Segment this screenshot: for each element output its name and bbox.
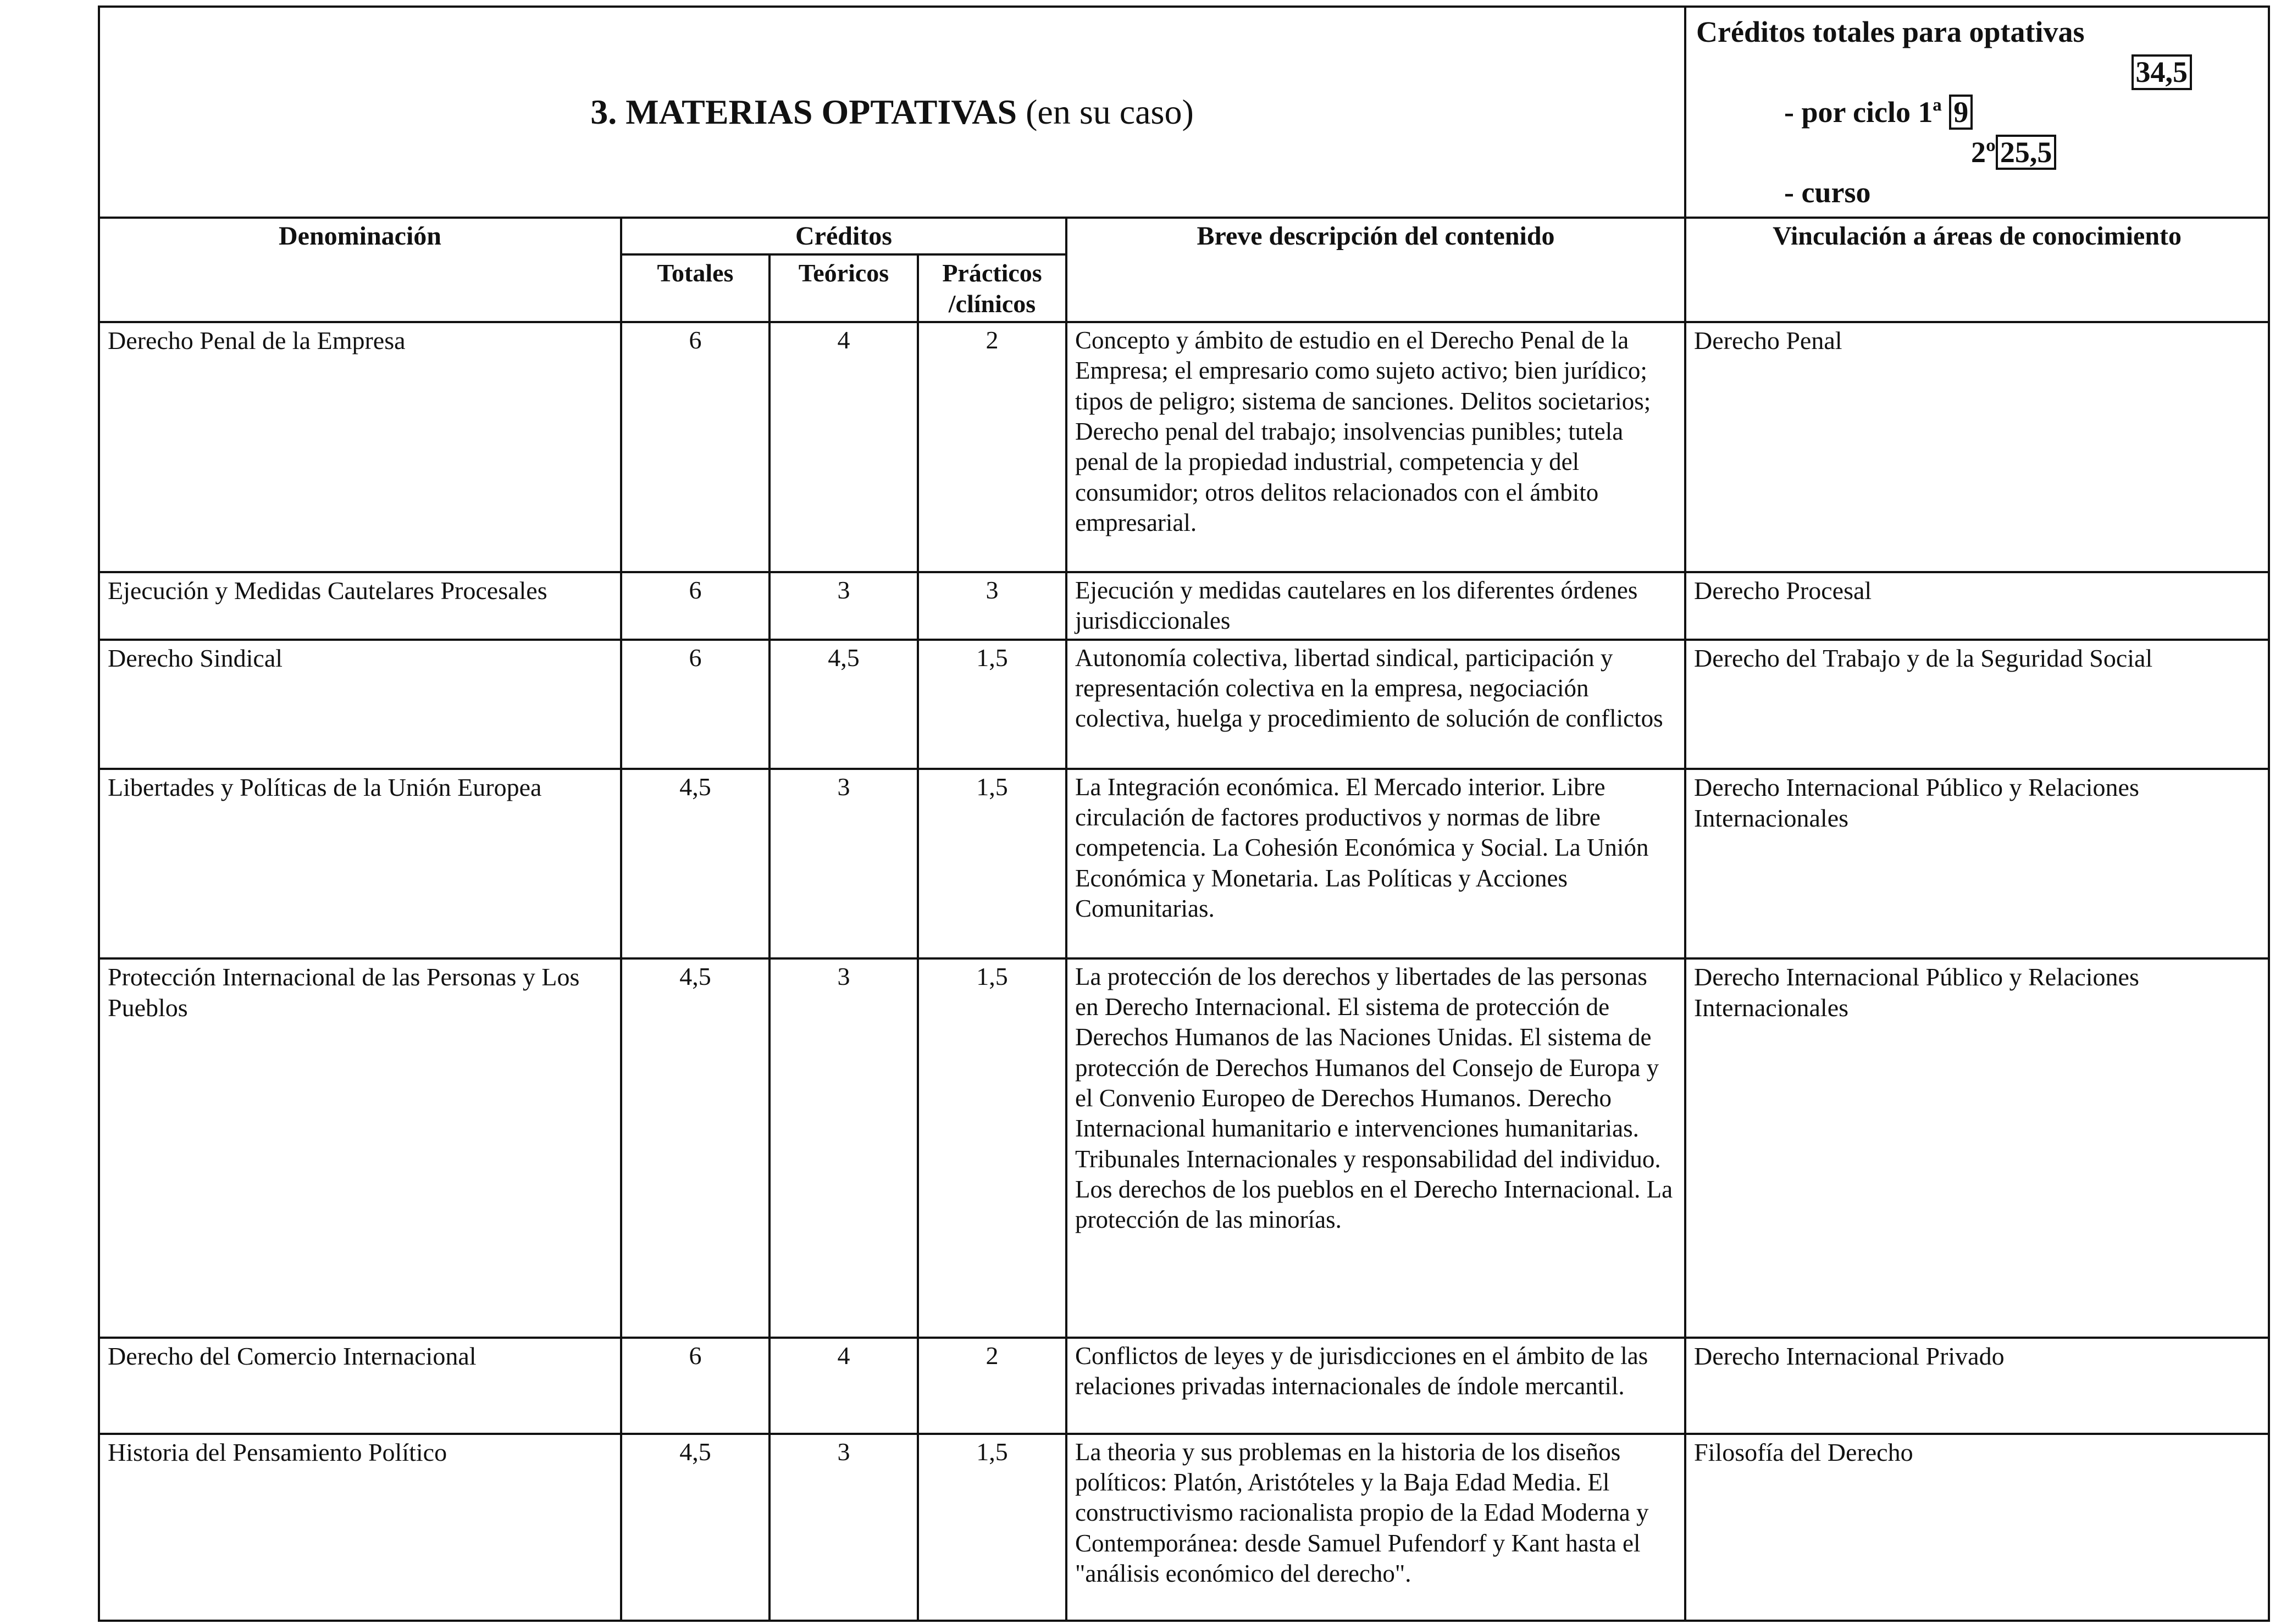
table-row	[99, 640, 2269, 769]
subject-name: Historia del Pensamiento Político	[99, 1434, 621, 1621]
credits-teoricos: 4	[769, 1338, 918, 1434]
col-totales: Totales	[621, 254, 769, 322]
credits-summary	[1685, 7, 2269, 218]
credits-teoricos: 4,5	[769, 640, 918, 769]
knowledge-area: Derecho Procesal	[1685, 572, 2269, 640]
table-body	[99, 322, 2269, 1621]
col-vinculacion: Vinculación a áreas de conocimiento	[1685, 218, 2269, 322]
col-teoricos: Teóricos	[769, 254, 918, 322]
col-denominacion: Denominación	[99, 218, 621, 322]
content-description: Autonomía colectiva, libertad sindical, participación y representación colectiva en la empresa, negociación colectiva, huelga y procedimiento de solución de conflictos	[1066, 640, 1685, 769]
ciclo1-value: 9	[1949, 95, 1973, 130]
credits-totales: 6	[621, 640, 769, 769]
ciclo2-value: 25,5	[1996, 135, 2057, 170]
col-creditos: Créditos	[621, 218, 1066, 254]
content-description: La protección de los derechos y libertades de las personas en Derecho Internacional. El sistema de protección de Derechos Humanos de las Naciones Unidas. El sistema de protección de Derechos Humanos del Consejo de Europa y el Convenio Europeo de Derechos Humanos. Derecho Internacional humanitario e intervenciones humanitarias. Tribunales Internacionales y responsabilidad del individuo. Los derechos de los pueblos en el Derecho Internacional. La protección de las minorías.	[1066, 958, 1685, 1338]
credits-totales: 6	[621, 322, 769, 572]
credits-total-value: 34,5	[2132, 54, 2193, 90]
credits-totales: 6	[621, 572, 769, 640]
knowledge-area: Filosofía del Derecho	[1685, 1434, 2269, 1621]
credits-practicos: 3	[918, 572, 1066, 640]
credits-totales: 4,5	[621, 1434, 769, 1621]
table-row	[99, 1338, 2269, 1434]
column-header-row	[99, 218, 2269, 254]
subject-name: Derecho del Comercio Internacional	[99, 1338, 621, 1434]
knowledge-area: Derecho Internacional Público y Relaciones Internacionales	[1685, 958, 2269, 1338]
content-description: Conflictos de leyes y de jurisdicciones en el ámbito de las relaciones privadas internacionales de índole mercantil.	[1066, 1338, 1685, 1434]
credits-practicos: 1,5	[918, 958, 1066, 1338]
curso-label: - curso	[1784, 175, 1871, 209]
ciclo1-label: 1ª	[1918, 95, 1942, 129]
optativas-table	[98, 5, 2270, 1622]
knowledge-area: Derecho Internacional Público y Relaciones Internacionales	[1685, 769, 2269, 958]
credits-practicos: 1,5	[918, 769, 1066, 958]
por-ciclo-label: - por ciclo	[1784, 95, 1911, 129]
table-row	[99, 769, 2269, 958]
credits-teoricos: 3	[769, 769, 918, 958]
table-row	[99, 572, 2269, 640]
credits-teoricos: 3	[769, 958, 918, 1338]
credits-total-label: Créditos totales para optativas	[1696, 15, 2085, 48]
content-description: La theoria y sus problemas en la historia de los diseños políticos: Platón, Aristóteles y la Baja Edad Media. El constructivismo racionalista propio de la Edad Moderna y Contemporánea: desde Samuel Pufendorf y Kant hasta el "análisis económico del derecho".	[1066, 1434, 1685, 1621]
credits-totales: 4,5	[621, 958, 769, 1338]
subject-name: Derecho Sindical	[99, 640, 621, 769]
ciclo2-label: 2º	[1971, 135, 1996, 169]
credits-totales: 6	[621, 1338, 769, 1434]
header-row	[99, 7, 2269, 218]
content-description: Concepto y ámbito de estudio en el Derecho Penal de la Empresa; el empresario como sujeto activo; bien jurídico; tipos de peligro; sistema de sanciones. Delitos societarios; Derecho penal del trabajo; insolvencias punibles; tutela penal de la propiedad industrial, competencia y del consumidor; otros delitos relacionados con el ámbito empresarial.	[1066, 322, 1685, 572]
content-description: La Integración económica. El Mercado interior. Libre circulación de factores productivos y normas de libre competencia. La Cohesión Económica y Social. La Unión Económica y Monetaria. Las Políticas y Acciones Comunitarias.	[1066, 769, 1685, 958]
table-row	[99, 958, 2269, 1338]
table-row	[99, 322, 2269, 572]
credits-teoricos: 3	[769, 572, 918, 640]
credits-teoricos: 3	[769, 1434, 918, 1621]
section-title-sub: (en su caso)	[1026, 92, 1194, 132]
table-row	[99, 1434, 2269, 1621]
subject-name: Ejecución y Medidas Cautelares Procesales	[99, 572, 621, 640]
subject-name: Derecho Penal de la Empresa	[99, 322, 621, 572]
credits-totales: 4,5	[621, 769, 769, 958]
col-descripcion: Breve descripción del contenido	[1066, 218, 1685, 322]
content-description: Ejecución y medidas cautelares en los diferentes órdenes jurisdiccionales	[1066, 572, 1685, 640]
section-title-main: 3. MATERIAS OPTATIVAS	[590, 92, 1017, 132]
col-practicos: Prácticos /clínicos	[918, 254, 1066, 322]
credits-practicos: 1,5	[918, 1434, 1066, 1621]
credits-practicos: 1,5	[918, 640, 1066, 769]
knowledge-area: Derecho Penal	[1685, 322, 2269, 572]
optativas-sheet	[98, 5, 2268, 1620]
knowledge-area: Derecho del Trabajo y de la Seguridad Social	[1685, 640, 2269, 769]
subject-name: Protección Internacional de las Personas y Los Pueblos	[99, 958, 621, 1338]
subject-name: Libertades y Políticas de la Unión Europea	[99, 769, 621, 958]
credits-practicos: 2	[918, 1338, 1066, 1434]
credits-practicos: 2	[918, 322, 1066, 572]
credits-teoricos: 4	[769, 322, 918, 572]
section-title	[99, 7, 1685, 218]
knowledge-area: Derecho Internacional Privado	[1685, 1338, 2269, 1434]
